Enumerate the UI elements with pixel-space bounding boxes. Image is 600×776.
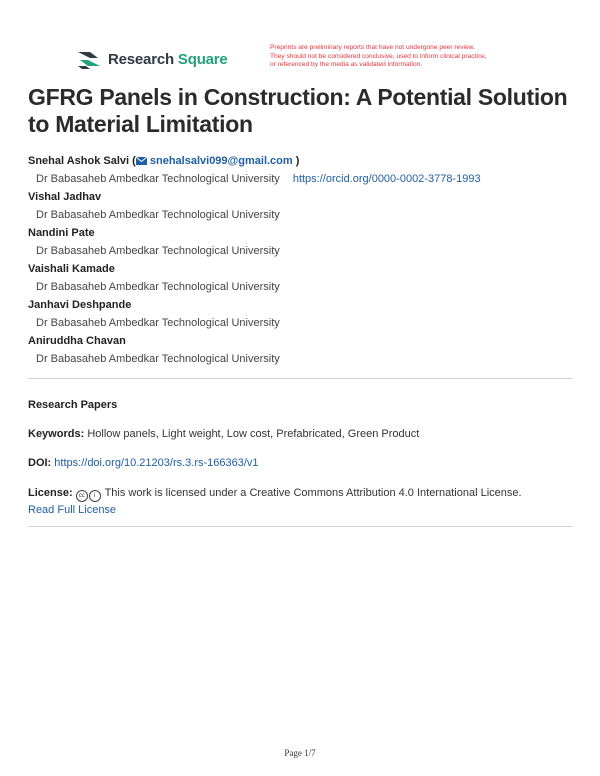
envelope-icon <box>136 157 147 165</box>
page-number: Page 1/7 <box>284 748 316 758</box>
keywords-value: Hollow panels, Light weight, Low cost, Prefabricated, Green Product <box>87 428 420 440</box>
research-square-logo-icon <box>76 48 102 70</box>
logo-word-research: Research <box>108 50 174 68</box>
orcid-link[interactable]: https://orcid.org/0000-0002-3778-1993 <box>292 173 481 185</box>
read-full-license-link[interactable]: Read Full License <box>28 504 117 516</box>
doi-link[interactable]: https://doi.org/10.21203/rs.3.rs-166363/v1 <box>54 457 259 469</box>
author-affiliation: Dr Babasaheb Ambedkar Technological University <box>36 209 280 221</box>
author-name: Aniruddha Chavan <box>28 335 126 347</box>
author-name: Nandini Pate <box>28 227 95 239</box>
logo-wordmark <box>108 51 228 68</box>
author-affiliation: Dr Babasaheb Ambedkar Technological University <box>36 317 280 329</box>
preprint-disclaimer <box>270 44 540 70</box>
keywords-row <box>28 426 573 443</box>
keywords-label: Keywords: <box>28 428 85 440</box>
author-affiliation-row <box>28 170 573 188</box>
author-name: Snehal Ashok Salvi ( snehalsalvi099@gmail.com ) <box>28 155 300 167</box>
author-affiliation: Dr Babasaheb Ambedkar Technological University <box>36 245 280 257</box>
author-affiliation: Dr Babasaheb Ambedkar Technological University <box>36 281 280 293</box>
disclaimer-line: Preprints are preliminary reports that have not undergone peer review. <box>270 44 475 51</box>
doi-row <box>28 455 573 472</box>
article-category: Research Papers <box>28 399 118 411</box>
disclaimer-line: or referenced by the media as validated information. <box>270 61 423 69</box>
author-affiliation: Dr Babasaheb Ambedkar Technological University <box>36 173 280 185</box>
paper-title: GFRG Panels in Construction: A Potential Solution to Material Limitation <box>28 84 568 137</box>
author-affiliation: Dr Babasaheb Ambedkar Technological University <box>36 353 280 365</box>
section-divider <box>28 378 573 379</box>
cc-icon: cc <box>76 490 88 502</box>
author-name: Janhavi Deshpande <box>28 299 132 311</box>
section-divider <box>28 526 573 527</box>
author-name: Vishal Jadhav <box>28 191 102 203</box>
author-name: Vaishali Kamade <box>28 263 115 275</box>
cc-by-icon: i <box>89 490 101 502</box>
research-square-logo <box>76 48 228 70</box>
author-email-link[interactable]: snehalsalvi099@gmail.com <box>149 155 293 167</box>
license-label: License: <box>28 487 73 499</box>
license-row <box>28 485 573 519</box>
author-list <box>28 152 573 368</box>
license-text: This work is licensed under a Creative Commons Attribution 4.0 International License. <box>104 487 522 499</box>
disclaimer-line: They should not be considered conclusive, used to inform clinical practice, <box>270 52 487 60</box>
doi-label: DOI: <box>28 457 52 469</box>
logo-word-square: Square <box>177 50 228 68</box>
